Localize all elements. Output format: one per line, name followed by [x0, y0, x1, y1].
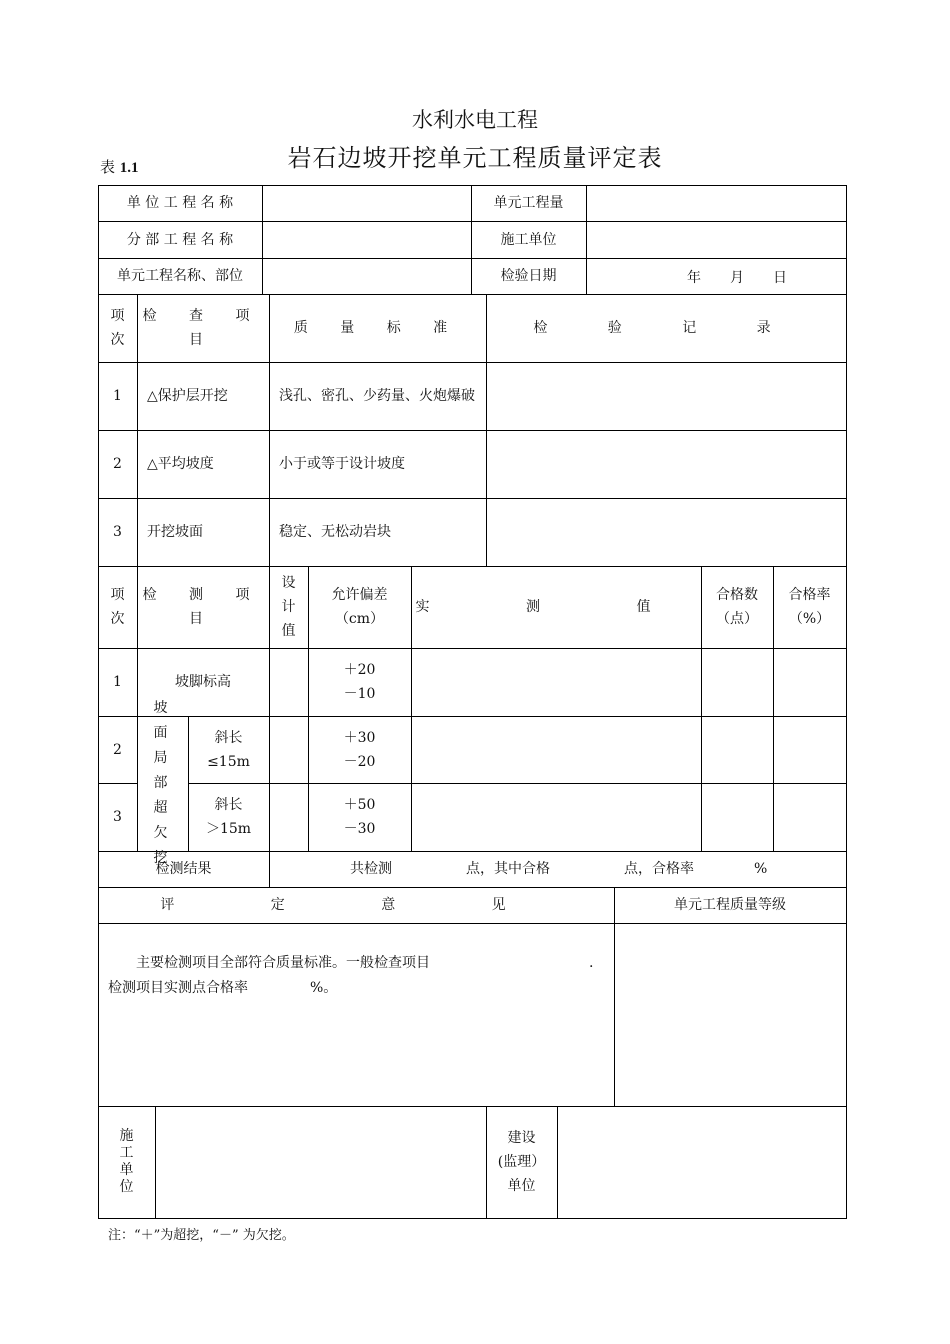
- col-pass-count: [701, 566, 773, 648]
- check-row-no: 2: [113, 456, 122, 472]
- divider: [262, 185, 263, 294]
- col-check-item-text: 检 查 项 目: [142, 308, 264, 348]
- opinion-dot: .: [589, 955, 594, 971]
- label-inspection-date: 检验日期: [500, 268, 557, 284]
- col-check-item: [137, 294, 269, 362]
- date-year: 年: [687, 270, 701, 286]
- measure-row-tolerance: [308, 716, 411, 783]
- measure-row-tolerance: [308, 783, 411, 851]
- divider: [188, 783, 847, 784]
- subitem-2: ＞15m: [205, 821, 252, 837]
- col-tolerance-2: （cm）: [334, 611, 385, 627]
- result-percent: %: [754, 861, 768, 877]
- label-construction-sign: 施工单位: [119, 1128, 134, 1195]
- measure-row-subitem: [188, 716, 269, 783]
- divider: [98, 923, 847, 924]
- measure-row-no: 1: [113, 674, 122, 690]
- check-row-no: 1: [113, 388, 122, 404]
- col-design-value: [269, 566, 308, 648]
- title-line1: 水利水电工程: [412, 108, 538, 132]
- check-row-standard: 浅孔、密孔、少药量、火炮爆破: [279, 388, 475, 404]
- label-owner-sign: [486, 1106, 557, 1218]
- col-pass-count-2: （点）: [716, 611, 758, 627]
- check-row-standard: 小于或等于设计坡度: [279, 456, 405, 472]
- col-pass-rate-1: 合格率: [788, 587, 831, 603]
- measure-row-no: 2: [113, 741, 122, 758]
- label-unit-project-name: 单 位 工 程 名 称: [126, 195, 234, 211]
- col-tolerance-1: 允许偏差: [331, 587, 388, 603]
- col-inspection-record: [486, 294, 846, 362]
- divider: [98, 1106, 847, 1107]
- check-row-item: △平均坡度: [147, 456, 214, 472]
- col-design-3: 值: [281, 623, 296, 639]
- tolerance-minus: －30: [343, 821, 376, 837]
- opinion-line2: 检测项目实测点合格率: [108, 980, 248, 996]
- page-title: 岩石边坡开挖单元工程质量评定表: [287, 144, 663, 172]
- tolerance-plus: ＋50: [343, 797, 376, 813]
- label-unit-name-location: 单元工程名称、部位: [117, 268, 243, 284]
- col-pass-rate: [773, 566, 846, 648]
- check-row-no: 3: [113, 524, 122, 540]
- subitem-1: 斜长: [214, 729, 243, 746]
- owner-1: 建设: [507, 1130, 536, 1146]
- col-item-no: 项次: [110, 308, 125, 348]
- subitem-1: 斜长: [214, 797, 243, 813]
- frame-bottom: [98, 1218, 847, 1219]
- tolerance-plus: ＋30: [343, 729, 376, 746]
- table-no: 1.1: [119, 160, 139, 176]
- col-pass-rate-2: （%）: [788, 611, 831, 627]
- col-quality-standard-text: 质 量 标 准: [293, 320, 462, 336]
- col-pass-count-1: 合格数: [716, 587, 758, 603]
- table-number: [100, 156, 139, 177]
- footnote: 注：“＋”为超挖，“－” 为欠挖。: [108, 1228, 295, 1243]
- divider: [586, 185, 587, 294]
- measure-row-tolerance: [308, 648, 411, 716]
- opinion-line1: 主要检测项目全部符合质量标准。一般检查项目: [136, 955, 430, 971]
- subitem-2: ≤15m: [207, 753, 250, 770]
- tolerance-plus: ＋20: [343, 662, 376, 678]
- col-measured-text: 实 测 值: [415, 599, 697, 615]
- result-pass: 点，其中合格: [466, 861, 550, 877]
- label-sub-project-name: 分 部 工 程 名 称: [126, 231, 234, 248]
- check-row-item: 开挖坡面: [147, 524, 203, 540]
- date-day: 日: [773, 270, 787, 286]
- owner-2: (监理）: [497, 1154, 546, 1170]
- col-quality-standard: [269, 294, 486, 362]
- measure-row-no: 3: [113, 809, 122, 825]
- table-prefix: 表: [100, 158, 116, 176]
- group-label-slope-over-under: 坡面局部超欠挖: [153, 700, 172, 866]
- col-measured-values: [411, 566, 701, 648]
- owner-3: 单位: [507, 1178, 536, 1194]
- col-measure-item: [137, 566, 269, 648]
- measure-row-subitem: [188, 783, 269, 851]
- tolerance-minus: －20: [343, 753, 376, 770]
- label-construction-unit: 施工单位: [500, 231, 557, 248]
- divider: [557, 1106, 558, 1218]
- date-month: 月: [730, 270, 744, 286]
- label-unit-quantity: 单元工程量: [493, 195, 564, 211]
- divider: [155, 1106, 156, 1218]
- col-design-1: 设: [281, 575, 296, 591]
- col-inspection-record-text: 检 验 记 录: [533, 320, 799, 336]
- check-row-item: △保护层开挖: [147, 388, 228, 404]
- measure-row-item: 坡脚标高: [175, 674, 231, 690]
- col-design-2: 计: [281, 599, 296, 615]
- check-row-standard: 稳定、无松动岩块: [279, 524, 391, 540]
- tolerance-minus: －10: [343, 686, 376, 702]
- evaluation-opinion-text: 评 定 意 见: [160, 897, 552, 913]
- result-total: 共检测: [350, 861, 392, 877]
- col-measure-item-no: 项次: [110, 587, 125, 627]
- label-quality-grade: 单元工程质量等级: [674, 897, 786, 913]
- label-evaluation-opinion: [98, 887, 614, 923]
- col-measure-item-text: 检 测 项 目: [142, 587, 264, 627]
- result-rate: 点，合格率: [624, 861, 694, 877]
- col-tolerance: [308, 566, 411, 648]
- label-test-result: 检测结果: [155, 861, 212, 877]
- opinion-percent: %。: [310, 980, 338, 996]
- frame-right: [846, 185, 847, 1218]
